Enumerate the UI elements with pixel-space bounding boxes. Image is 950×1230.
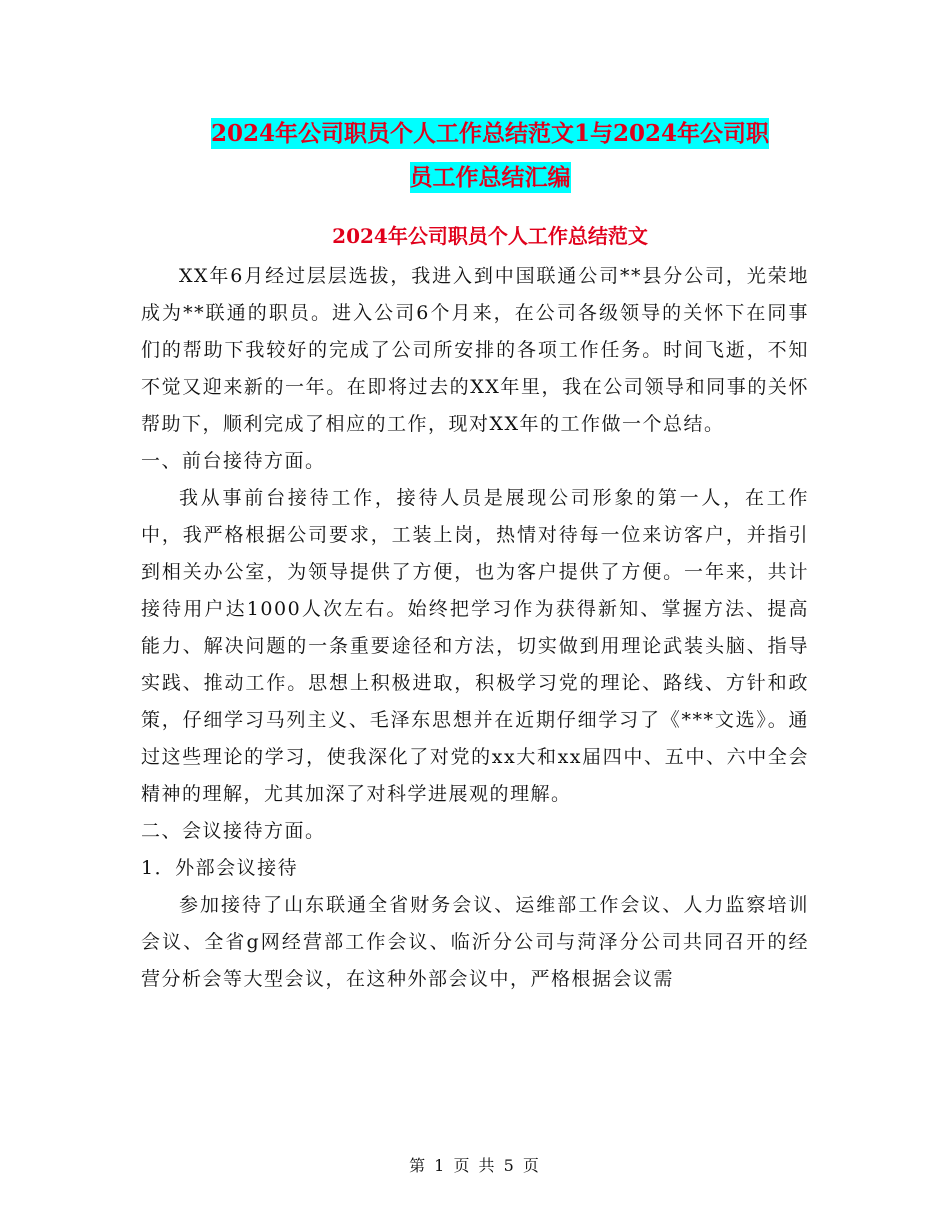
paragraph-external-meetings: 参加接待了山东联通全省财务会议、运维部工作会议、人力监察培训会议、全省g网经营部工作会议、临沂分公司与菏泽分公司共同召开的经营分析会等大型会议，在这种外部会议中，严格根据会议需 — [141, 894, 809, 990]
paragraph-intro: XX年6月经过层层选拔，我进入到中国联通公司**县分公司，光荣地成为**联通的职员。进入公司6个月来，在公司各级领导的关怀下在同事们的帮助下我较好的完成了公司所安排的各项工作任务。时间飞逝，不知不觉又迎来新的一年。在即将过去的XX年里，我在公司领导和同事的关怀帮助下，顺利完成了相应的工作，现对XX年的工作做一个总结。 — [141, 265, 809, 435]
page-number-footer: 第 1 页 共 5 页 — [409, 1156, 541, 1175]
document-title-line-2: 员工作总结汇编 — [409, 164, 571, 191]
section-title: 2024年公司职员个人工作总结范文 — [332, 224, 648, 248]
heading-meetings: 二、会议接待方面。 — [141, 820, 326, 842]
document-title-line-1: 2024年公司职员个人工作总结范文1与2024年公司职 — [210, 120, 770, 147]
heading-external-meetings: 1．外部会议接待 — [141, 857, 299, 879]
paragraph-reception: 我从事前台接待工作，接待人员是展现公司形象的第一人，在工作中，我严格根据公司要求，工装上岗，热情对待每一位来访客户，并指引到相关办公室，为领导提供了方便，也为客户提供了方便。一年来，共计接待用户达1000人次左右。始终把学习作为获得新知、掌握方法、提高能力、解决问题的一条重要途径和方法，切实做到用理论武装头脑、指导实践、推动工作。思想上积极进取，积极学习党的理论、路线、方针和政策，仔细学习马列主义、毛泽东思想并在近期仔细学习了《***文选》。通过这些理论的学习，使我深化了对党的xx大和xx届四中、五中、六中全会精神的理解，尤其加深了对科学进展观的理解。 — [141, 487, 809, 805]
document-title — [140, 112, 840, 200]
heading-reception: 一、前台接待方面。 — [141, 450, 326, 472]
document-body — [141, 258, 809, 998]
